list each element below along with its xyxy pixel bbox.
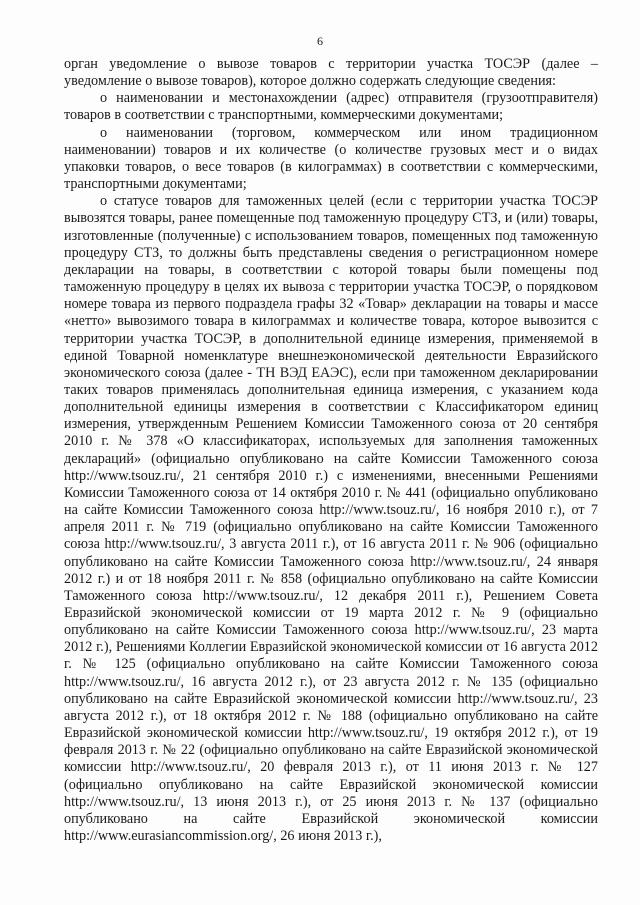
page-number: 6 [317,34,323,48]
paragraph-sender-info: о наименовании и местонахождении (адрес) отправителя (грузоотправителя) товаров в соответствии с транспортными, коммерческими документами; [64,90,598,124]
paragraph-notification-intro: орган уведомление о вывозе товаров с территории участка ТОСЭР (далее – уведомление о вывозе товаров), которое должно содержать следующие сведения: [64,56,598,90]
paragraph-goods-name-quantity: о наименовании (торговом, коммерческом или ином традиционном наименовании) товаров и их количестве (о количестве грузовых мест и о видах упаковки товаров, о весе товаров (в килограммах) в соответствии с коммерческими, транспортными документами; [64,124,598,193]
paragraph-customs-status: о статусе товаров для таможенных целей (если с территории участка ТОСЭР вывозятся товары, ранее помещенные под таможенную процедуру СТЗ, и (или) товары, изготовленные (полученные) с использованием товаров, помещенных под таможенную процедуру СТЗ, то должны быть представлены сведения о регистрационном номере декларации на товары, в соответствии с которой товары были помещены под таможенную процедуру в целях их вывоза с территории участка ТОСЭР, о порядковом номере товара из первого подраздела графы 32 «Товар» декларации на товары и массе «нетто» вывозимого товара в килограммах и количестве товара, которое вывозится с территории участка ТОСЭР, в дополнительной единице измерения, применяемой в единой Товарной номенклатуре внешнеэкономической деятельности Евразийского экономического союза (далее - ТН ВЭД ЕАЭС), если при таможенном декларировании таких товаров применялась дополнительная единица измерения, с указанием кода дополнительной единицы измерения в соответствии с Классификатором единиц измерения, утвержденным Решением Комиссии Таможенного союза от 20 сентября 2010 г. № 378 «О классификаторах, используемых для заполнения таможенных деклараций» (официально опубликовано на сайте Комиссии Таможенного союза http://www.tsouz.ru/, 21 сентября 2010 г.) с изменениями, внесенными Решениями Комиссии Таможенного союза от 14 октября 2010 г. № 441 (официально опубликовано на сайте Комиссии Таможенного союза http://www.tsouz.ru/, 16 ноября 2010 г.), от 7 апреля 2011 г. № 719 (официально опубликовано на сайте Комиссии Таможенного союза http://www.tsouz.ru/, 3 августа 2011 г.), от 16 августа 2011 г. № 906 (официально опубликовано на сайте Комиссии Таможенного союза http://www.tsouz.ru/, 24 января 2012 г.) и от 18 ноября 2011 г. № 858 (официально опубликовано на сайте Комиссии Таможенного союза http://www.tsouz.ru/, 12 декабря 2011 г.), Решением Совета Евразийской экономической комиссии от 19 марта 2012 г. № 9 (официально опубликовано на сайте Комиссии Таможенного союза http://www.tsouz.ru/, 23 марта 2012 г.), Решениями Коллегии Евразийской экономической комиссии от 16 августа 2012 г. № 125 (официально опубликовано на сайте Комиссии Таможенного союза http://www.tsouz.ru/, 16 августа 2012 г.), от 23 августа 2012 г. № 135 (официально опубликовано на сайте Евразийской экономической комиссии http://www.tsouz.ru/, 23 августа 2012 г.), от 18 октября 2012 г. № 188 (официально опубликовано на сайте Евразийской экономической комиссии http://www.tsouz.ru/, 19 октября 2012 г.), от 19 февраля 2013 г. № 22 (официально опубликовано на сайте Евразийской экономической комиссии http://www.tsouz.ru/, 20 февраля 2013 г.), от 11 июня 2013 г. № 127 (официально опубликовано на сайте Евразийской экономической комиссии http://www.tsouz.ru/, 13 июня 2013 г.), от 25 июня 2013 г. № 137 (официально опубликовано на сайте Евразийской экономической комиссии http://www.eurasiancommission.org/, 26 июня 2013 г.), [64,193,598,845]
document-body [64,56,598,845]
